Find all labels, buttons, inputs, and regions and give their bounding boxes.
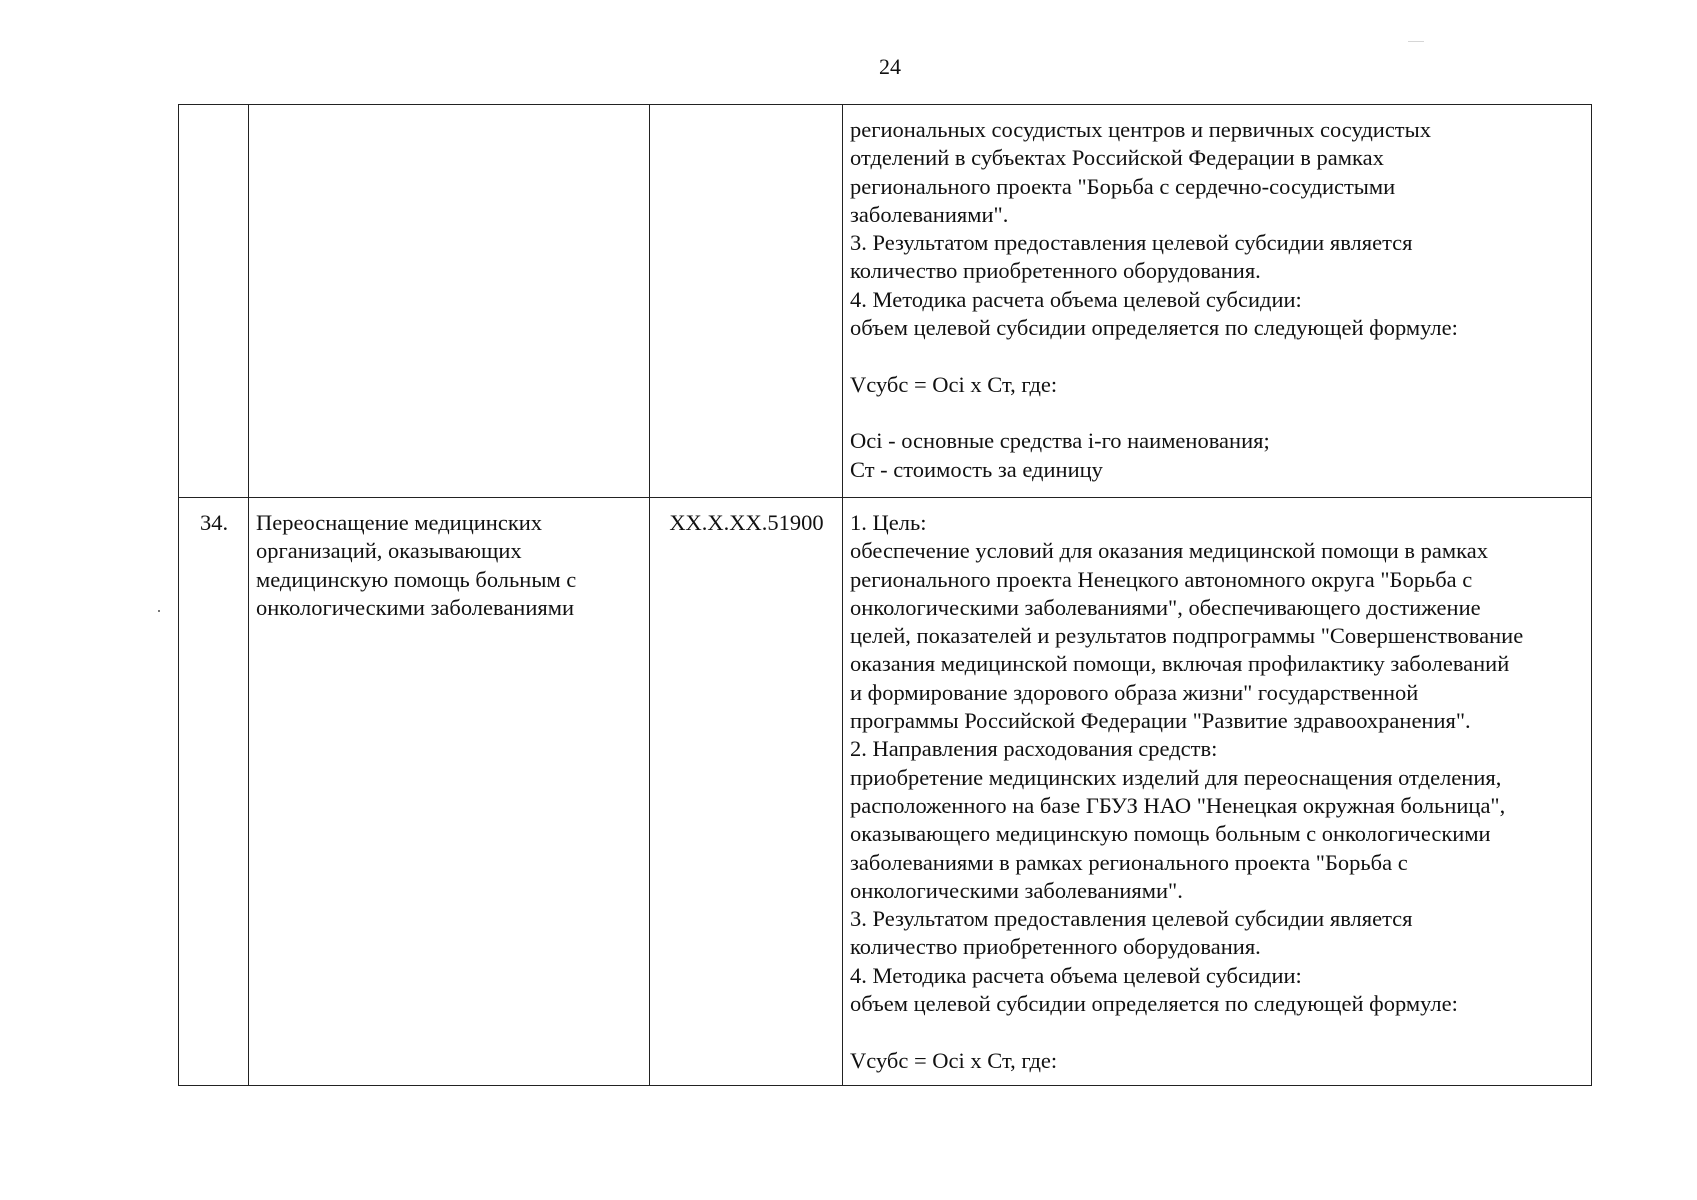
scan-speck bbox=[158, 610, 160, 612]
description-line: 3. Результатом предоставления целевой субсидии является bbox=[850, 230, 1413, 256]
description-line: заболеваниями". bbox=[850, 201, 1009, 227]
description-line: расположенного на базе ГБУЗ НАО "Ненецкая окружная больница", bbox=[850, 792, 1506, 818]
blank-line bbox=[850, 399, 1585, 427]
formula-line: Vсубс = Осi х Ст, где: bbox=[850, 1047, 1058, 1073]
description-line: Осi - основные средства i-го наименования; bbox=[850, 428, 1270, 454]
code-cell bbox=[650, 105, 843, 498]
description-line: регионального проекта "Борьба с сердечно-сосудистыми bbox=[850, 173, 1396, 199]
description-line: оказания медицинской помощи, включая профилактику заболеваний bbox=[850, 651, 1510, 677]
blank-line bbox=[850, 342, 1585, 370]
name-line: Переоснащение медицинских bbox=[256, 510, 543, 535]
description-line: 1. Цель: bbox=[850, 510, 927, 535]
description-line: 4. Методика расчета объема целевой субсидии: bbox=[850, 286, 1302, 312]
formula-line: Vсубс = Осi х Ст, где: bbox=[850, 371, 1058, 397]
description-cell bbox=[843, 105, 1592, 498]
description-line: и формирование здорового образа жизни" государственной bbox=[850, 679, 1419, 705]
description-line: объем целевой субсидии определяется по следующей формуле: bbox=[850, 991, 1458, 1017]
description-line: онкологическими заболеваниями", обеспечивающего достижение bbox=[850, 594, 1481, 620]
name-cell bbox=[249, 498, 650, 1086]
name-line: медицинскую помощь больным с bbox=[256, 566, 577, 592]
description-line: региональных сосудистых центров и первичных сосудистых bbox=[850, 117, 1432, 142]
description-line: приобретение медицинских изделий для переоснащения отделения, bbox=[850, 764, 1502, 790]
blank-line bbox=[850, 1018, 1585, 1046]
scan-speck bbox=[1408, 41, 1424, 42]
description-line: 2. Направления расходования средств: bbox=[850, 736, 1218, 762]
name-cell bbox=[249, 105, 650, 498]
subsidy-table bbox=[178, 104, 1592, 1086]
table-row bbox=[179, 105, 1592, 498]
description-line: заболеваниями в рамках регионального проекта "Борьба с bbox=[850, 849, 1408, 875]
name-line: онкологическими заболеваниями bbox=[256, 594, 575, 620]
page-number: 24 bbox=[879, 54, 901, 79]
description-line: отделений в субъектах Российской Федерации в рамках bbox=[850, 145, 1384, 171]
description-line: Ст - стоимость за единицу bbox=[850, 456, 1103, 482]
description-cell bbox=[843, 498, 1592, 1086]
row-number-cell bbox=[179, 105, 249, 498]
row-number-cell: 34. bbox=[179, 498, 249, 1086]
description-line: целей, показателей и результатов подпрограммы "Совершенствование bbox=[850, 623, 1524, 649]
description-line: онкологическими заболеваниями". bbox=[850, 877, 1183, 903]
description-line: 4. Методика расчета объема целевой субсидии: bbox=[850, 962, 1302, 988]
table-row bbox=[179, 498, 1592, 1086]
description-line: количество приобретенного оборудования. bbox=[850, 934, 1261, 960]
description-line: объем целевой субсидии определяется по следующей формуле: bbox=[850, 315, 1458, 341]
code-cell: XX.X.XX.51900 bbox=[650, 498, 843, 1086]
description-line: регионального проекта Ненецкого автономного округа "Борьба с bbox=[850, 566, 1473, 592]
description-line: обеспечение условий для оказания медицинской помощи в рамках bbox=[850, 538, 1488, 564]
description-line: количество приобретенного оборудования. bbox=[850, 258, 1261, 284]
description-line: программы Российской Федерации "Развитие здравоохранения". bbox=[850, 708, 1471, 734]
name-line: организаций, оказывающих bbox=[256, 538, 522, 564]
description-line: 3. Результатом предоставления целевой субсидии является bbox=[850, 906, 1413, 932]
description-line: оказывающего медицинскую помощь больным с онкологическими bbox=[850, 821, 1491, 847]
